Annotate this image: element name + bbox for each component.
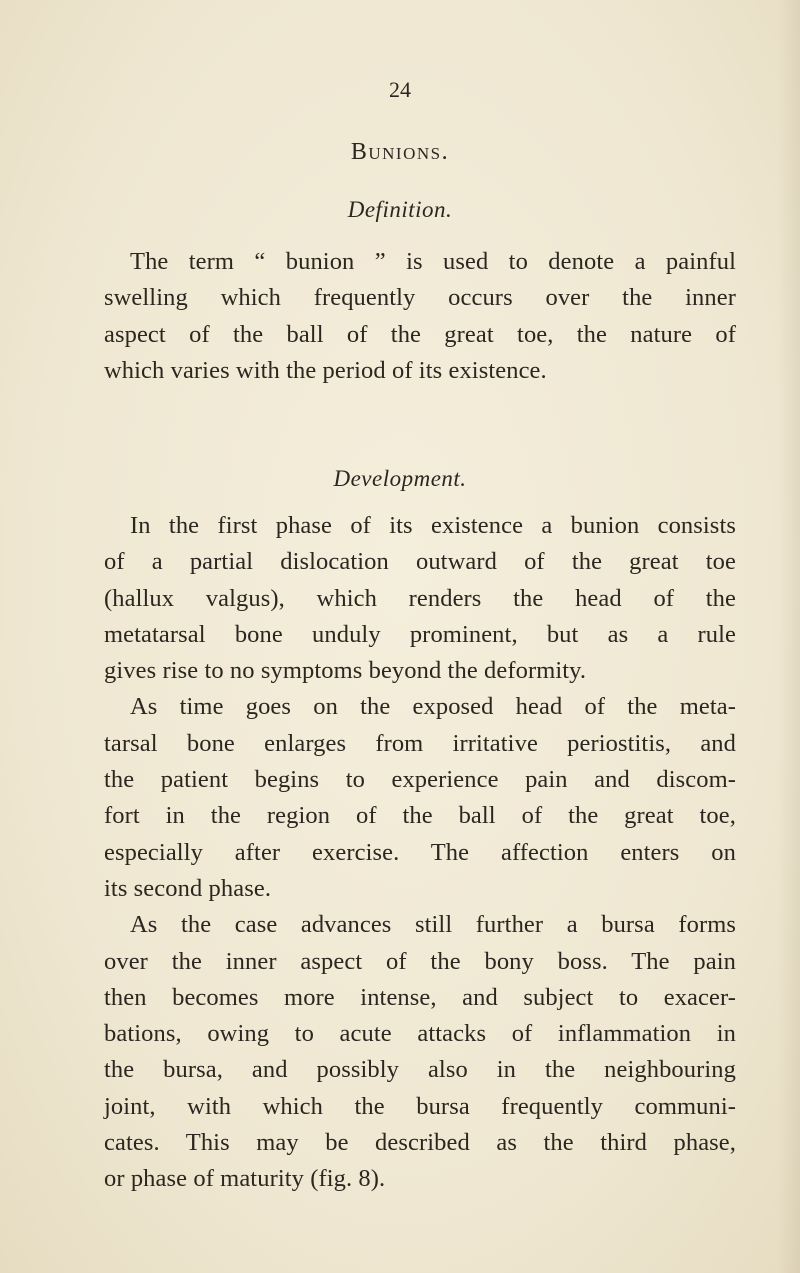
- text-line: bations, owing to acute attacks of inflammation in: [104, 1020, 736, 1048]
- text-line: cates. This may be described as the third phase,: [104, 1129, 736, 1157]
- chapter-title: Bunions.: [350, 139, 450, 165]
- text-line: gives rise to no symptoms beyond the deformity.: [104, 657, 587, 685]
- text-line: The term “ bunion ” is used to denote a painful: [130, 248, 736, 275]
- text-line: fort in the region of the ball of the great toe,: [104, 802, 736, 830]
- text-line: then becomes more intense, and subject to exacer-: [104, 983, 736, 1011]
- text-line: As the case advances still further a bursa forms: [130, 911, 736, 939]
- text-line: the patient begins to experience pain and discom-: [104, 766, 736, 794]
- text-line: over the inner aspect of the bony boss. The pain: [104, 947, 736, 975]
- text-line: of a partial dislocation outward of the great toe: [104, 548, 736, 576]
- text-line: especially after exercise. The affection enters on: [104, 838, 736, 866]
- text-line: or phase of maturity (fig. 8).: [104, 1165, 386, 1193]
- development-heading: Development.: [333, 466, 467, 491]
- text-line: tarsal bone enlarges from irritative periostitis, and: [104, 729, 736, 757]
- text-line: In the first phase of its existence a bunion consists: [130, 512, 736, 539]
- development-paragraph-3: [104, 907, 736, 1197]
- text-line: (hallux valgus), which renders the head of the: [104, 584, 736, 612]
- text-line: swelling which frequently occurs over the inner: [104, 284, 736, 312]
- text-line: joint, with which the bursa frequently communi-: [104, 1092, 736, 1120]
- development-section: [104, 508, 736, 1198]
- page-edge-shadow: [778, 0, 800, 1273]
- definition-paragraph: [104, 244, 736, 389]
- development-paragraph-1: [104, 508, 736, 689]
- page-number: 24: [389, 77, 411, 102]
- development-paragraph-2: [104, 689, 736, 907]
- text-line: aspect of the ball of the great toe, the nature of: [104, 320, 736, 348]
- definition-heading: Definition.: [347, 197, 453, 222]
- text-line: metatarsal bone unduly prominent, but as a rule: [104, 620, 736, 648]
- text-line: which varies with the period of its existence.: [104, 356, 547, 384]
- text-line: its second phase.: [104, 874, 272, 902]
- text-line: the bursa, and possibly also in the neighbouring: [104, 1056, 736, 1084]
- text-line: As time goes on the exposed head of the meta-: [130, 693, 736, 721]
